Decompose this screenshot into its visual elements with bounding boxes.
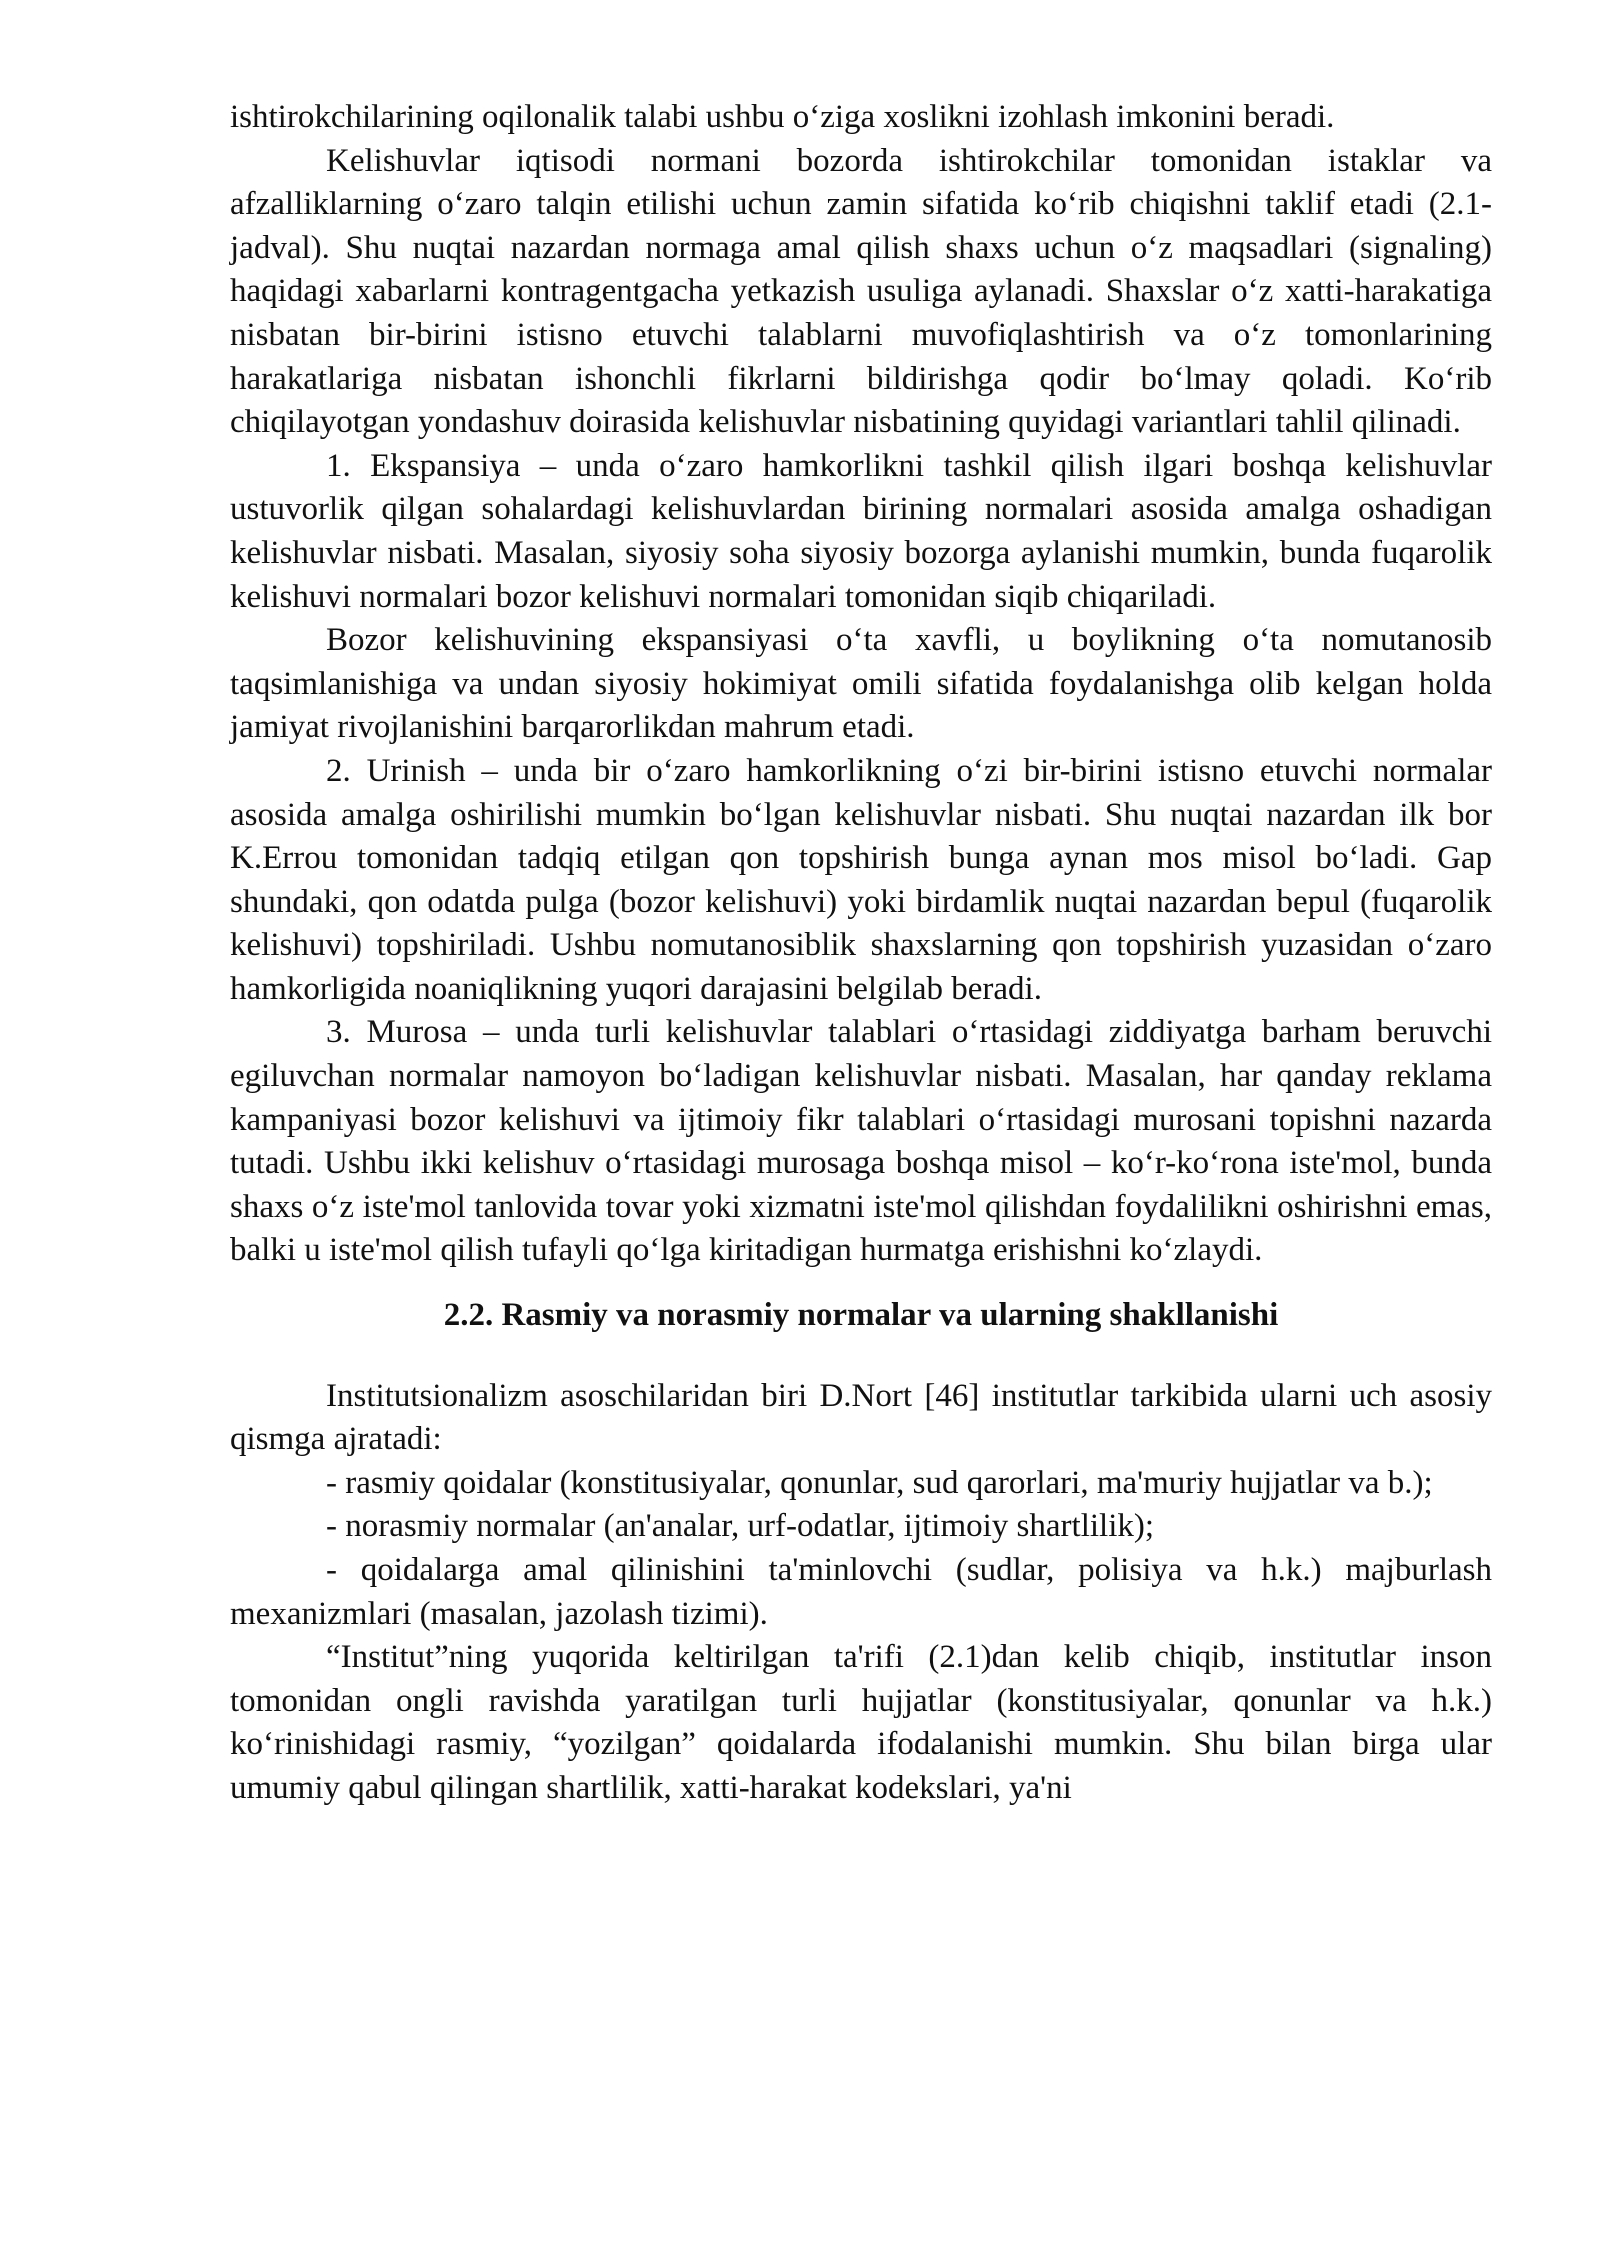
section-heading: 2.2. Rasmiy va norasmiy normalar va ularning shakllanishi: [443, 1297, 1279, 1334]
paragraph: 1. Ekspansiya – unda o‘zaro hamkorlikni tashkil qilish ilgari boshqa kelishuvlar ustuvorlik qilgan sohalardagi kelishuvlardan birining normalari asosida amalga oshadigan kelishuvlar nisbati. Masalan, siyosiy soha siyosiy bozorga aylanishi mumkin, bunda fuqarolik kelishuvi normalari bozor kelishuvi normalari tomonidan siqib chiqariladi.: [230, 447, 1492, 615]
paragraph: “Institut”ning yuqorida keltirilgan ta'rifi (2.1)dan kelib chiqib, institutlar inson tomonidan ongli ravishda yaratilgan turli hujjatlar (konstitusiyalar, qonunlar va h.k.) ko‘rinishidagi rasmiy, “yozilgan” qoidalarda ifodalanishi mumkin. Shu bilan birga ular umumiy qabul qilingan shartlilik, xatti-harakat kodekslari, ya'ni: [230, 1639, 1492, 1806]
paragraphs-after: [230, 1375, 1492, 1811]
document-page: [230, 96, 1492, 1811]
paragraph: 2. Urinish – unda bir o‘zaro hamkorlikning o‘zi bir-birini istisno etuvchi normalar asosida amalga oshirilishi mumkin bo‘lgan kelishuvlar nisbati. Shu nuqtai nazardan ilk bor K.Errou tomonidan tadqiq etilgan qon topshirish bunga aynan mos misol bo‘ladi. Gap shundaki, qon odatda pulga (bozor kelishuvi) yoki birdamlik nuqtai nazardan bepul (fuqarolik kelishuvi) topshiriladi. Ushbu nomutanosiblik shaxslarning qon topshirish yuzasidan o‘zaro hamkorligida noaniqlikning yuqori darajasini belgilab beradi.: [230, 752, 1492, 1007]
paragraph: - rasmiy qoidalar (konstitusiyalar, qonunlar, sud qarorlari, ma'muriy hujjatlar va b.);: [326, 1464, 1433, 1501]
paragraph: Bozor kelishuvining ekspansiyasi o‘ta xavfli, u boylikning o‘ta nomutanosib taqsimlanishiga va undan siyosiy hokimiyat omili sifatida foydalanishga olib kelgan holda jamiyat rivojlanishini barqarorlikdan mahrum etadi.: [230, 622, 1492, 746]
paragraph: - norasmiy normalar (an'analar, urf-odatlar, ijtimoiy shartlilik);: [326, 1508, 1155, 1545]
paragraphs-before: [230, 96, 1492, 1273]
paragraph: Kelishuvlar iqtisodi normani bozorda ishtirokchilar tomonidan istaklar va afzalliklarning o‘zaro talqin etilishi uchun zamin sifatida ko‘rib chiqishni taklif etadi (2.1-jadval). Shu nuqtai nazardan normaga amal qilish shaxs uchun o‘z maqsadlari (signaling) haqidagi xabarlarni kontragentgacha yetkazish usuliga aylanadi. Shaxslar o‘z xatti-harakatiga nisbatan bir-birini istisno etuvchi talablarni muvofiqlashtirish va o‘z tomonlarining harakatlariga nisbatan ishonchli fikrlarni bildirishga qodir bo‘lmay qoladi. Ko‘rib chiqilayotgan yondashuv doirasida kelishuvlar nisbatining quyidagi variantlari tahlil qilinadi.: [230, 142, 1492, 441]
paragraph: - qoidalarga amal qilinishini ta'minlovchi (sudlar, polisiya va h.k.) majburlash mexanizmlari (masalan, jazolash tizimi).: [230, 1552, 1492, 1632]
paragraph: 3. Murosa – unda turli kelishuvlar talablari o‘rtasidagi ziddiyatga barham beruvchi egiluvchan normalar namoyon bo‘ladigan kelishuvlar nisbati. Masalan, har qanday reklama kampaniyasi bozor kelishuvi va ijtimoiy fikr talablari o‘rtasidagi murosani topishni nazarda tutadi. Ushbu ikki kelishuv o‘rtasidagi murosaga boshqa misol – ko‘r-ko‘rona iste'mol, bunda shaxs o‘z iste'mol tanlovida tovar yoki xizmatni iste'mol qilishdan foydalilikni oshirishni emas, balki u iste'mol qilish tufayli qo‘lga kiritadigan hurmatga erishishni ko‘zlaydi.: [230, 1014, 1492, 1269]
paragraph: ishtirokchilarining oqilonalik talabi ushbu o‘ziga xoslikni izohlash imkonini beradi.: [230, 99, 1335, 135]
paragraph: Institutsionalizm asoschilaridan biri D.Nort [46] institutlar tarkibida ularni uch asosiy qismga ajratadi:: [230, 1377, 1492, 1458]
